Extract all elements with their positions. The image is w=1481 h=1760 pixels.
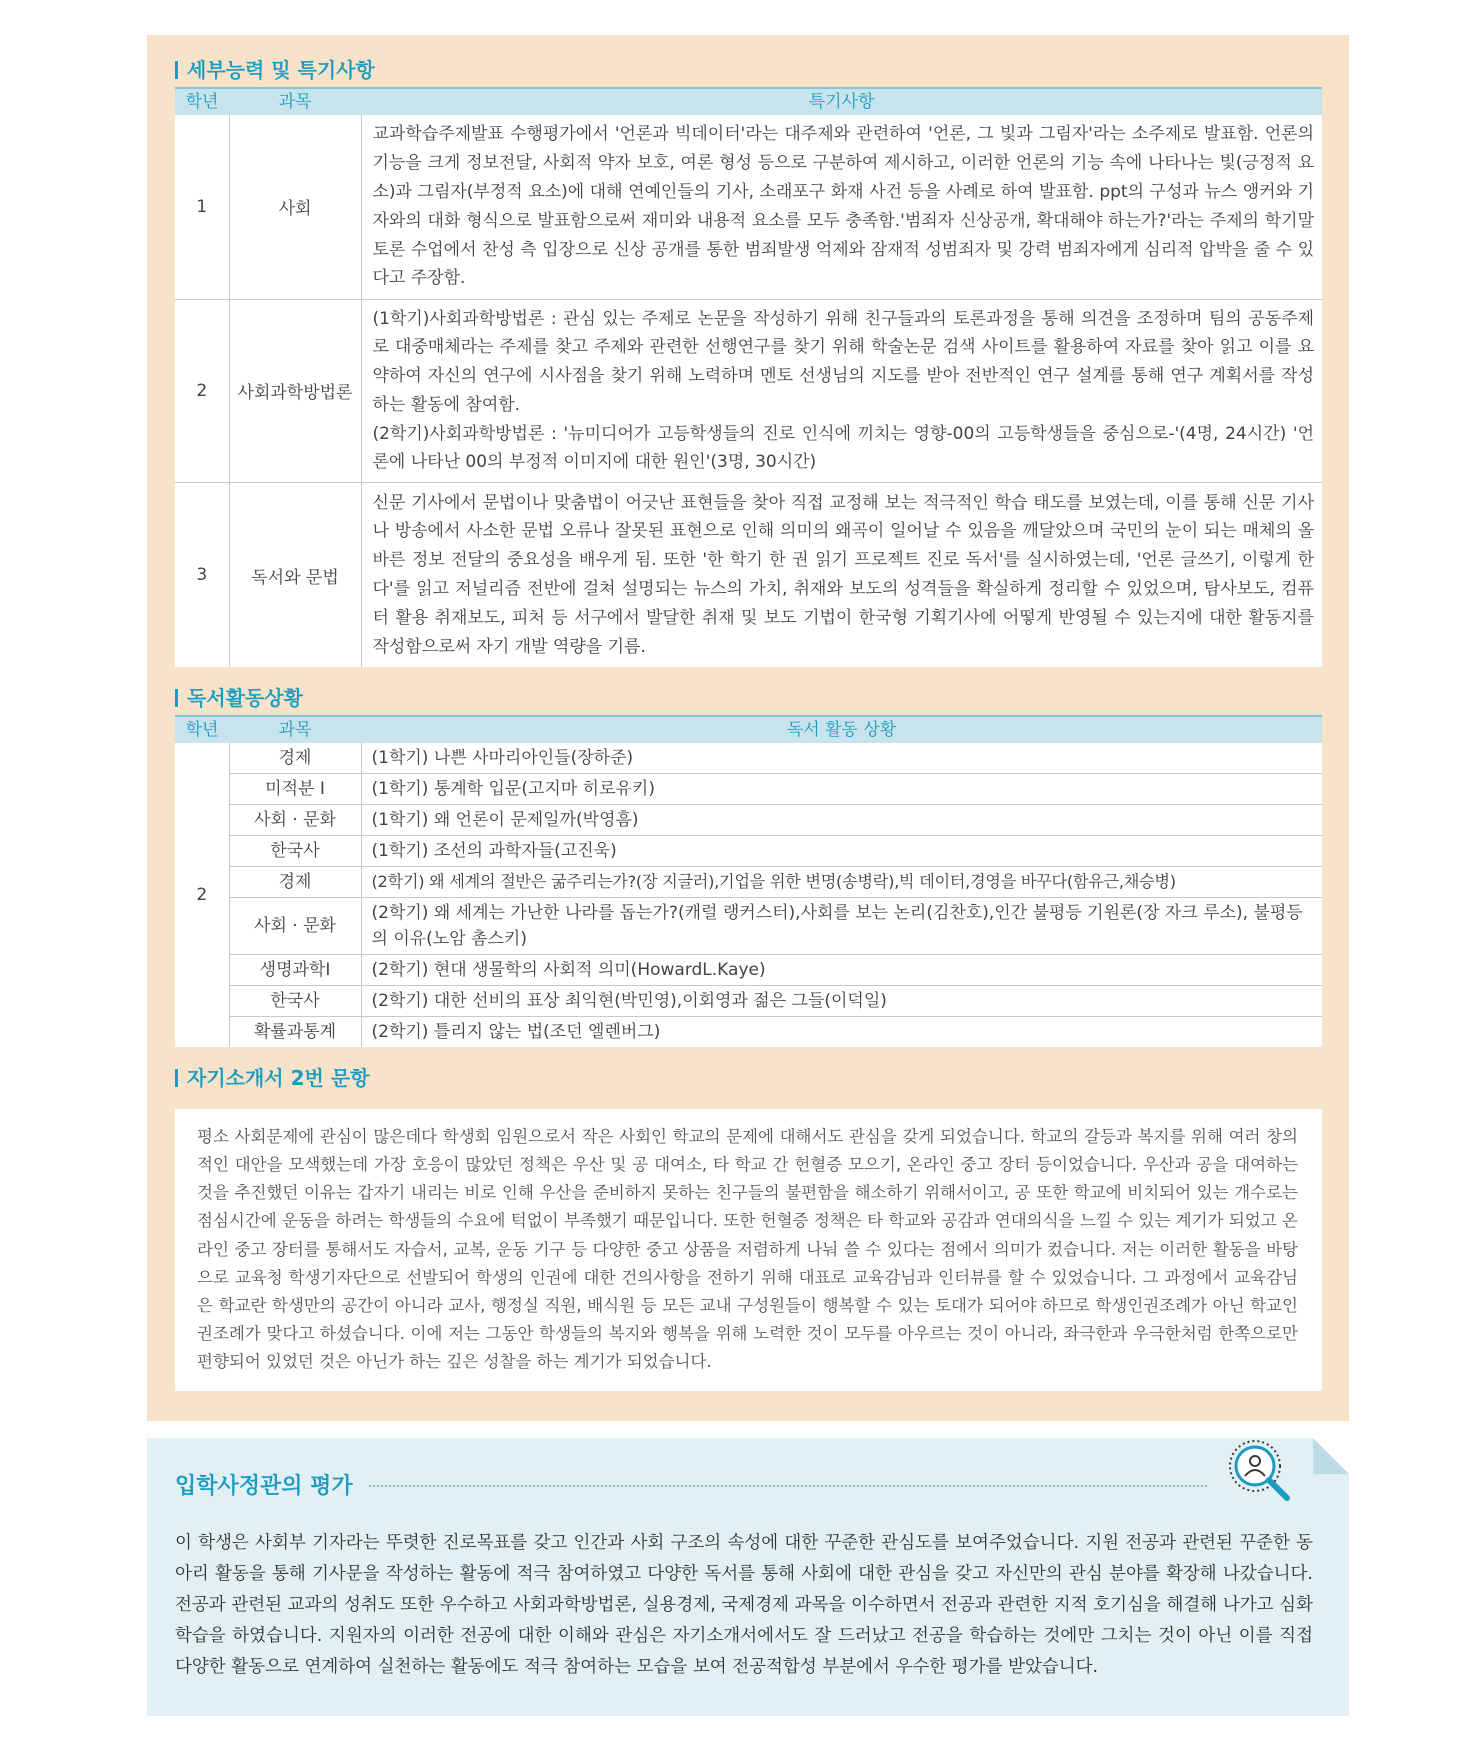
row-text: 신문 기사에서 문법이나 맞춤법이 어긋난 표현들을 찾아 직접 교정해 보는 적극적인 학습 태도를 보였는데, 이를 통해 신문 기사나 방송에서 사소한 문법 오류나 잘못된 표현으로 인해 의미의 왜곡이 일어날 수 있음을 깨달았으며 국민의 눈이 되는 매체의 올바른 정보 전달의 중요성을 배우게 됨. 또한 '한 학기 한 권 읽기 프로젝트 진로 독서'를 실시하였는데, '언론 글쓰기, 이렇게 한다'를 읽고 저널리즘 전반에 걸쳐 설명되는 뉴스의 가치, 취재와 보도의 성격들을 확실하게 정리할 수 있었으며, 탐사보도, 컴퓨터 활용 취재보도, 피처 등 서구에서 발달한 취재 및 보도 기법이 한국형 기획기사에 어떻게 반영될 수 있는지에 대한 활동지를 작성함으로써 자기 개발 역량을 기름.	[372, 492, 1314, 657]
dotted-divider	[369, 1485, 1207, 1487]
row-year: 2	[175, 743, 229, 1047]
title-bar-marker	[175, 1069, 178, 1087]
student-record-panel	[147, 35, 1349, 1421]
row-text: 교과학습주제발표 수행평가에서 '언론과 빅데이터'라는 대주제와 관련하여 '언론, 그 빛과 그림자'라는 소주제로 발표함. 언론의 기능을 크게 정보전달, 사회적 약자 보호, 여론 형성 등으로 구분하여 제시하고, 이러한 언론의 기능 속에 나타나는 빛(긍정적 요소)과 그림자(부정적 요소)에 대해 연예인들의 기사, 소래포구 화재 사건 등을 사례로 하여 발표함. ppt의 구성과 뉴스 앵커와 기자와의 대화 형식으로 발표함으로써 재미와 내용적 요소를 모두 충족함.'범죄자 신상공개, 확대해야 하는가?'라는 주제의 학기말 토론 수업에서 찬성 측 입장으로 신상 공개를 통한 범죄발생 억제와 잠재적 성범죄자 및 강력 범죄자에게 심리적 압박을 줄 수 있다고 주장함.	[361, 115, 1322, 299]
header-year: 학년	[175, 88, 229, 115]
header-subject: 과목	[229, 716, 361, 743]
detail-section-title: 세부능력 및 특기사항	[175, 53, 1321, 87]
row-text: (2학기) 대한 선비의 표상 최익현(박민영),이회영과 젊은 그들(이덕일)	[361, 985, 1322, 1016]
row-subject: 한국사	[229, 985, 361, 1016]
row-text: (1학기) 나쁜 사마리아인들(장하준)	[361, 743, 1322, 774]
essay-text: 평소 사회문제에 관심이 많은데다 학생회 임원으로서 작은 사회인 학교의 문제에 대해서도 관심을 갖게 되었습니다. 학교의 갈등과 복지를 위해 여러 창의적인 대안을 모색했는데 가장 호응이 많았던 정책은 우산 및 공 대여소, 타 학교 간 헌혈증 모으기, 온라인 중고 장터 등이었습니다. 우산과 공을 대여하는 것을 추진했던 이유는 갑자기 내리는 비로 인해 우산을 준비하지 못하는 친구들의 불편함을 해소하기 위해서이고, 공 또한 학교에 비치되어 있는 개수로는 점심시간에 운동을 하려는 학생들의 수요에 턱없이 부족했기 때문입니다. 또한 헌혈증 정책은 타 학교와 공감과 연대의식을 느낄 수 있는 계기가 되었고 온라인 중고 장터를 통해서도 자습서, 교복, 운동 기구 등 다양한 중고 상품을 저렴하게 나눠 쓸 수 있다는 점에서 의미가 컸습니다. 저는 이러한 활동을 바탕으로 교육청 학생기자단으로 선발되어 학생의 인권에 대한 건의사항을 전하기 위해 대표로 교육감님과 인터뷰를 할 수 있었습니다. 그 과정에서 교육감님은 학교란 학생만의 공간이 아니라 교사, 행정실 직원, 배식원 등 모든 교내 구성원들이 행복할 수 있는 토대가 되어야 하므로 학생인권조례가 아닌 학교인권조례가 맞다고 하셨습니다. 이에 저는 그동안 학생들의 복지와 행복을 위해 노력한 것이 모두를 아우르는 것이 아니라, 좌극한과 우극한처럼 한쪽으로만 편향되어 있었던 것은 아닌가 하는 깊은 성찰을 하는 계기가 되었습니다.	[175, 1109, 1322, 1391]
row-text: (1학기)사회과학방법론 : 관심 있는 주제로 논문을 작성하기 위해 친구들과의 토론과정을 통해 의견을 조정하며 팀의 공동주제로 대중매체라는 주제를 찾고 주제와 관련한 선행연구를 찾기 위해 학술논문 검색 사이트를 활용하여 자료를 찾아 읽고 이를 요약하여 자신의 연구에 시사점을 찾기 위해 노력하며 멘토 선생님의 지도를 받아 전반적인 연구 설계를 통해 연구 계획서를 작성하는 활동에 참여함.	[372, 308, 1314, 415]
row-subject: 미적분 I	[229, 773, 361, 804]
table-row	[175, 115, 1322, 299]
row-subject: 독서와 문법	[229, 483, 361, 667]
row-text: (1학기) 조선의 과학자들(고진욱)	[361, 835, 1322, 866]
folded-corner	[1313, 1438, 1349, 1474]
table-row	[175, 835, 1322, 866]
table-row	[175, 743, 1322, 774]
header-content: 특기사항	[361, 88, 1322, 115]
essay-section-title: 자기소개서 2번 문항	[175, 1061, 1321, 1095]
row-subject: 한국사	[229, 835, 361, 866]
table-row	[175, 1016, 1322, 1047]
header-content: 독서 활동 상황	[361, 716, 1322, 743]
header-year: 학년	[175, 716, 229, 743]
evaluation-panel	[147, 1438, 1349, 1716]
reading-table	[175, 715, 1322, 1047]
row-subject: 사회 · 문화	[229, 897, 361, 954]
table-row	[175, 299, 1322, 483]
row-text-group	[361, 299, 1322, 483]
title-bar-marker	[175, 61, 178, 79]
row-text: (2학기) 왜 세계는 가난한 나라를 돕는가?(캐럴 랭커스터),사회를 보는 논리(김찬호),인간 불평등 기원론(장 자크 루소), 불평등의 이유(노암 촘스키)	[361, 897, 1322, 954]
row-text: (2학기) 틀리지 않는 법(조던 엘렌버그)	[371, 1021, 661, 1042]
row-text: (2학기) 현대 생물학의 사회적 의미(HowardL.Kaye)	[361, 954, 1322, 985]
table-header-row	[175, 716, 1322, 743]
row-year: 1	[175, 115, 229, 299]
evaluation-title: 입학사정관의 평가	[175, 1473, 353, 1499]
detail-table	[175, 87, 1322, 667]
table-row	[175, 773, 1322, 804]
row-subject: 생명과학I	[229, 954, 361, 985]
table-row	[175, 897, 1322, 954]
table-row	[175, 985, 1322, 1016]
row-subject: 사회과학방법론	[229, 299, 361, 483]
table-row	[175, 804, 1322, 835]
title-bar-marker	[175, 689, 178, 707]
table-row	[175, 954, 1322, 985]
row-subject: 경제	[229, 743, 361, 774]
table-row	[175, 866, 1322, 897]
evaluation-text: 이 학생은 사회부 기자라는 뚜렷한 진로목표를 갖고 인간과 사회 구조의 속성에 대한 꾸준한 관심도를 보여주었습니다. 지원 전공과 관련된 꾸준한 동아리 활동을 통해 기사문을 작성하는 활동에 적극 참여하였고 다양한 독서를 통해 사회에 대한 관심을 갖고 자신만의 관심 분야를 확장해 나갔습니다. 전공과 관련된 교과의 성취도 또한 우수하고 사회과학방법론, 실용경제, 국제경제 과목을 이수하면서 전공과 관련한 지적 호기심을 해결해 나가고 심화학습을 하였습니다. 지원자의 이러한 전공에 대한 이해와 관심은 자기소개서에서도 잘 드러났고 전공을 학습하는 것에만 그치는 것이 아닌 이를 직접 다양한 활동으로 연계하여 실천하는 활동에도 적극 참여하는 모습을 보여 전공적합성 부분에서 우수한 평가를 받았습니다.	[175, 1533, 1313, 1677]
header-subject: 과목	[229, 88, 361, 115]
row-subject: 사회 · 문화	[229, 804, 361, 835]
table-header-row	[175, 88, 1322, 115]
row-subject: 경제	[229, 866, 361, 897]
row-text: (1학기) 통계학 입문(고지마 히로유키)	[361, 773, 1322, 804]
row-text-second: (2학기)사회과학방법론 : '뉴미디어가 고등학생들의 진로 인식에 끼치는 영향-00의 고등학생들을 중심으로-'(4명, 24시간) '언론에 나타난 00의 부정적 이미지에 대한 원인'(3명, 30시간)	[372, 423, 1314, 473]
magnifier-person-icon	[1225, 1436, 1295, 1506]
row-subject: 사회	[229, 115, 361, 299]
row-subject: 확률과통계	[229, 1016, 361, 1047]
table-row	[175, 483, 1322, 667]
row-text: (2학기) 왜 세계의 절반은 굶주리는가?(장 지글러),기업을 위한 변명(송병락),빅 데이터,경영을 바꾸다(함유근,채승병)	[361, 866, 1322, 897]
row-text: (1학기) 왜 언론이 문제일까(박영흠)	[361, 804, 1322, 835]
row-year: 2	[175, 299, 229, 483]
row-year: 3	[175, 483, 229, 667]
evaluation-header	[175, 1466, 1313, 1502]
reading-section-title: 독서활동상황	[175, 681, 1321, 715]
